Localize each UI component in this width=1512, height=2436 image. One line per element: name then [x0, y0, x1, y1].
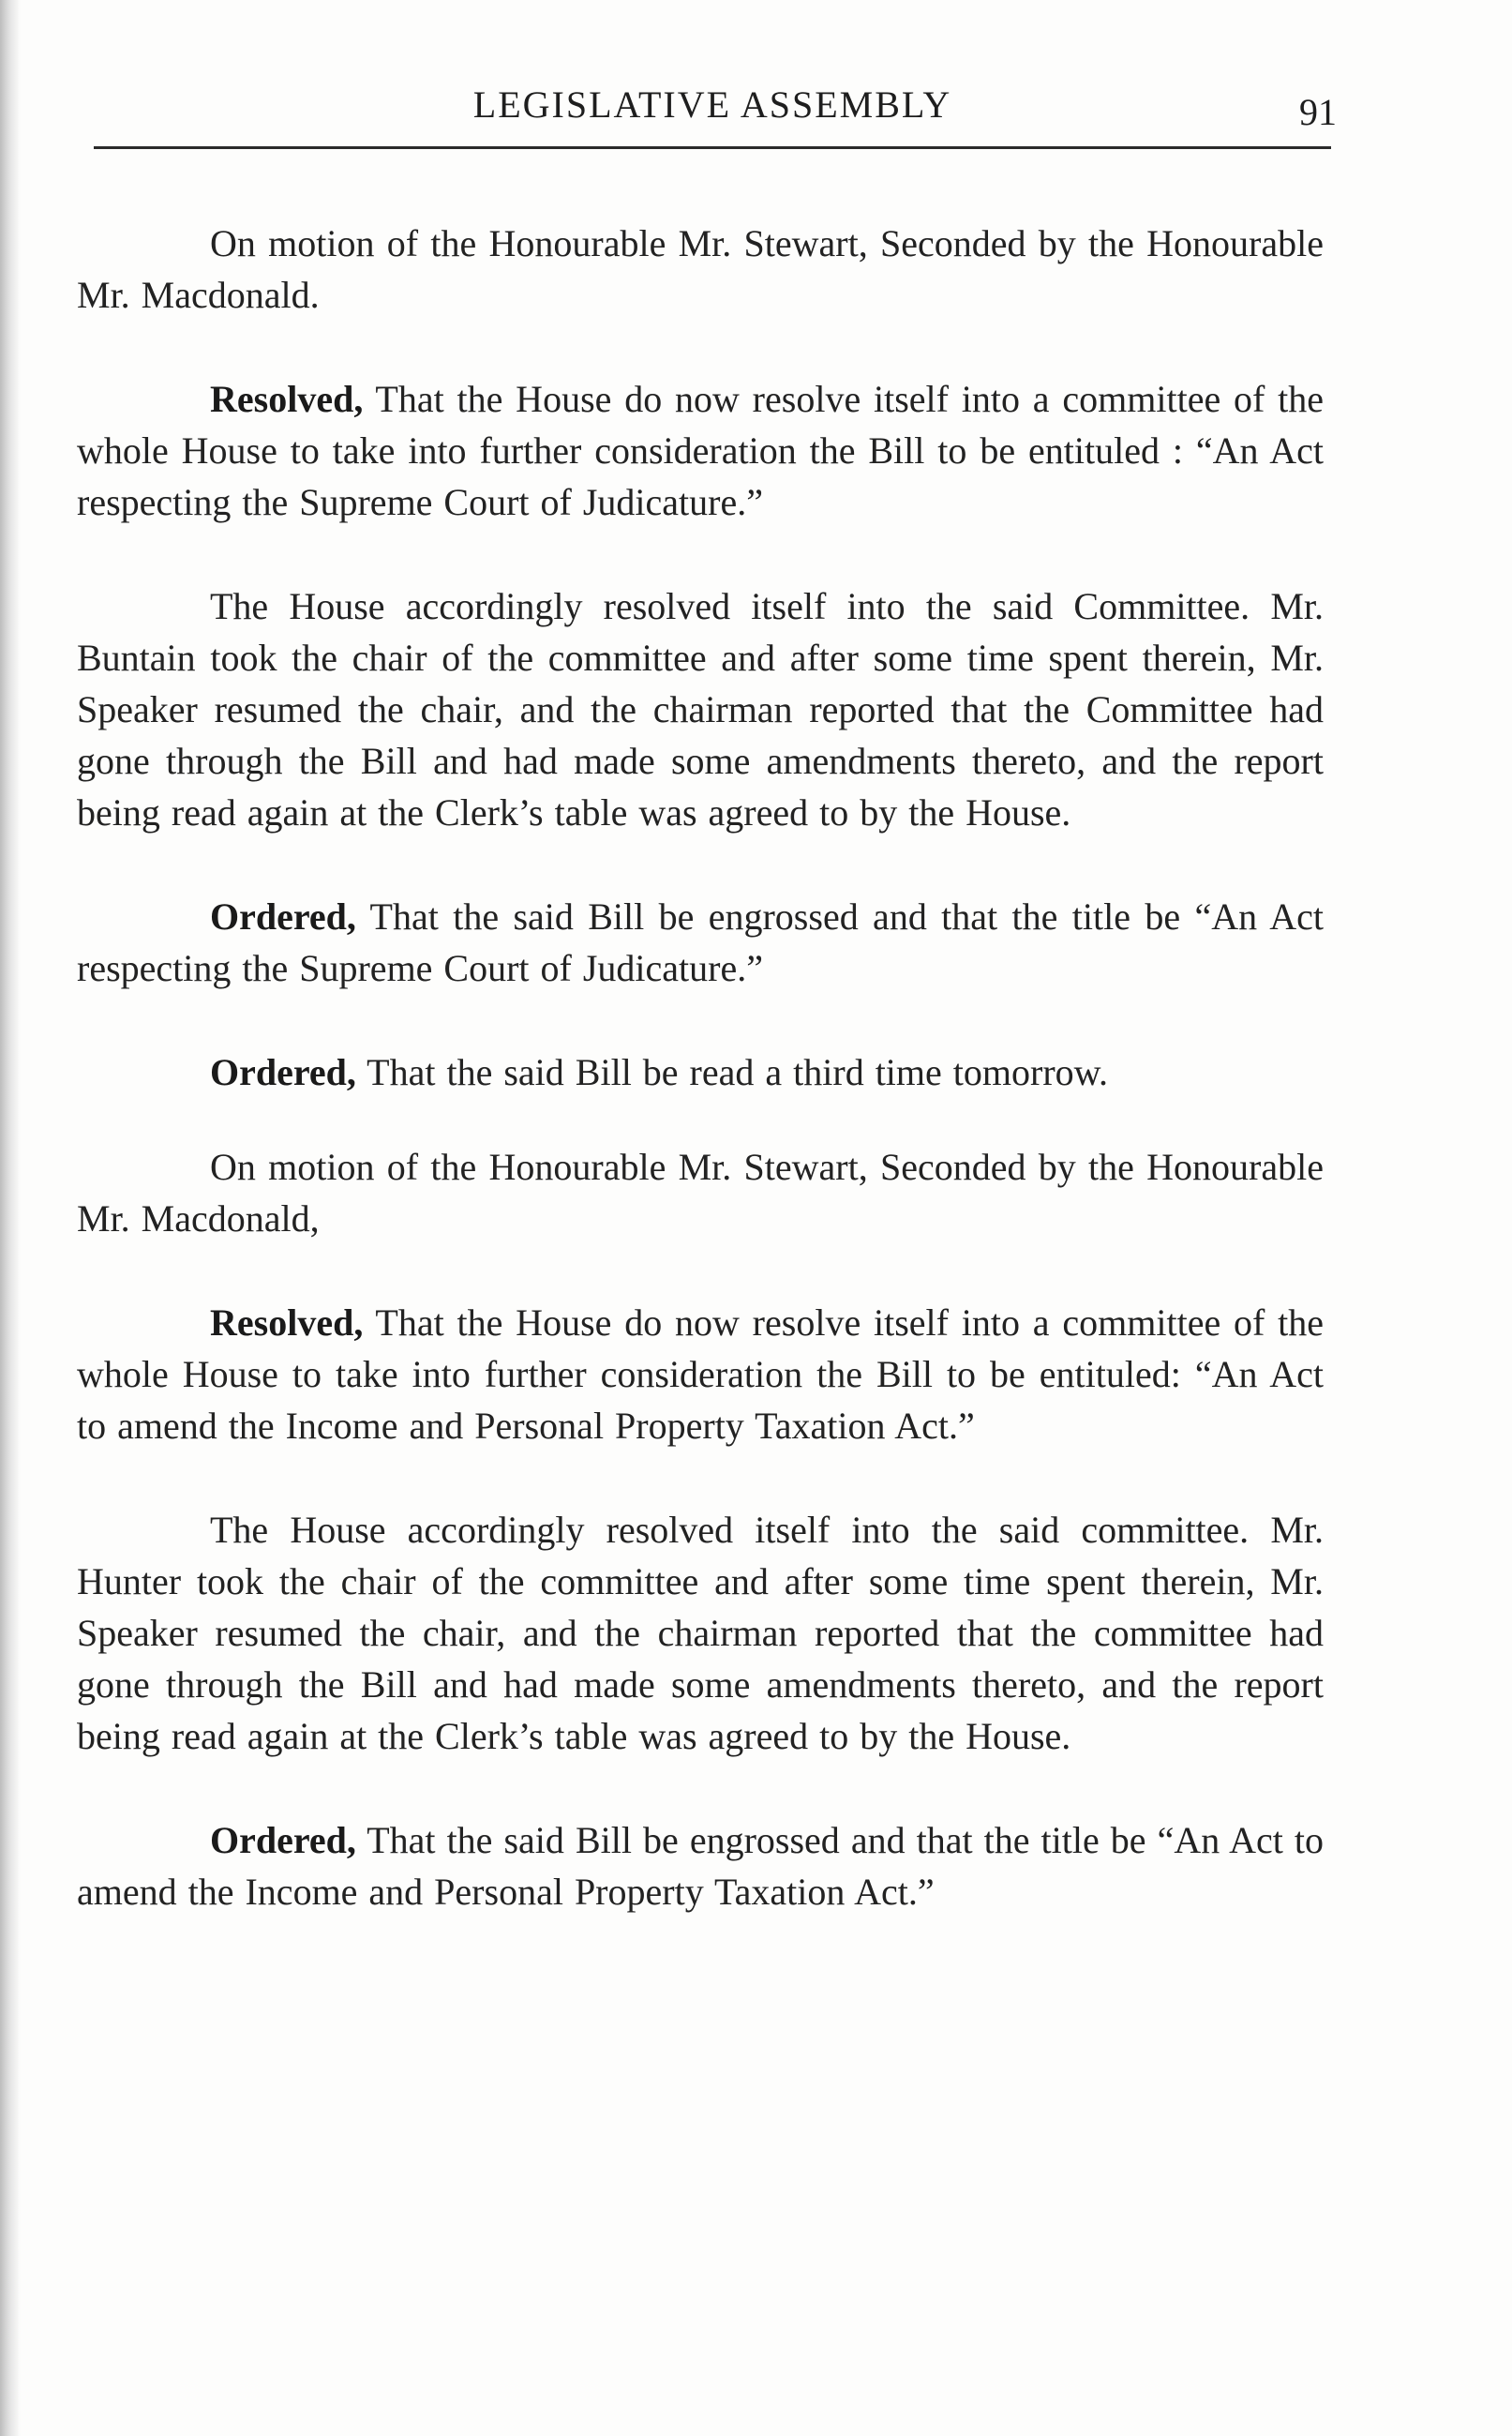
paragraph-text: On motion of the Honourable Mr. Stewart, Seconded by the Honourable Mr. Macdonald, — [77, 1146, 1324, 1240]
paragraph-ordered-3 — [77, 1814, 1324, 1917]
paragraph-text: That the House do now resolve itself into a committee of the whole House to take into further consideration the Bill to be entituled : “An Act respecting the Supreme Court of Judicature.” — [77, 378, 1324, 523]
body-text — [77, 218, 1324, 1970]
paragraph-text: That the said Bill be read a third time tomorrow. — [355, 1051, 1108, 1093]
paragraph-text: That the House do now resolve itself into a committee of the whole House to take into further consideration the Bill to be entituled: “An Act to amend the Income and Personal Property Taxation Act.” — [77, 1301, 1324, 1447]
paragraph-text: On motion of the Honourable Mr. Stewart, Seconded by the Honourable Mr. Macdonald. — [77, 222, 1324, 316]
paragraph-lead: Ordered, — [210, 895, 356, 938]
page-number: 91 — [1299, 91, 1337, 133]
paragraph-committee-2 — [77, 1504, 1324, 1762]
paragraph-ordered-1 — [77, 891, 1324, 994]
running-header — [94, 83, 1337, 150]
paragraph-ordered-2 — [77, 1046, 1324, 1098]
paragraph-text: That the said Bill be engrossed and that the title be “An Act to amend the Income and Personal Property Taxation Act.” — [77, 1819, 1324, 1913]
paragraph-motion-2 — [77, 1141, 1324, 1244]
paragraph-resolved-1 — [77, 373, 1324, 528]
paragraph-motion-1 — [77, 218, 1324, 321]
paragraph-text: That the said Bill be engrossed and that the title be “An Act respecting the Supreme Court of Judicature.” — [77, 895, 1324, 989]
paragraph-text: The House accordingly resolved itself into the said committee. Mr. Hunter took the chair of the committee and after some time spent therein, Mr. Speaker resumed the chair, and the chairman reported that the committee had gone through the Bill and had made some amendments thereto, and the report being read again at the Clerk’s table was agreed to by the House. — [77, 1509, 1324, 1757]
paragraph-lead: Ordered, — [210, 1819, 356, 1861]
paragraph-lead: Resolved, — [210, 378, 364, 420]
header-rule — [94, 146, 1331, 149]
header-title: LEGISLATIVE ASSEMBLY — [472, 83, 952, 126]
paragraph-committee-1 — [77, 580, 1324, 838]
binding-shadow — [0, 0, 21, 2436]
paragraph-text: The House accordingly resolved itself into the said Committee. Mr. Buntain took the chair of the committee and after some time spent therein, Mr. Speaker resumed the chair, and the chairman reported that the Committee had gone through the Bill and had made some amendments thereto, and the report being read again at the Clerk’s table was agreed to by the House. — [77, 585, 1324, 834]
paragraph-lead: Ordered, — [210, 1051, 356, 1093]
paragraph-lead: Resolved, — [210, 1301, 364, 1344]
paragraph-resolved-2 — [77, 1297, 1324, 1451]
